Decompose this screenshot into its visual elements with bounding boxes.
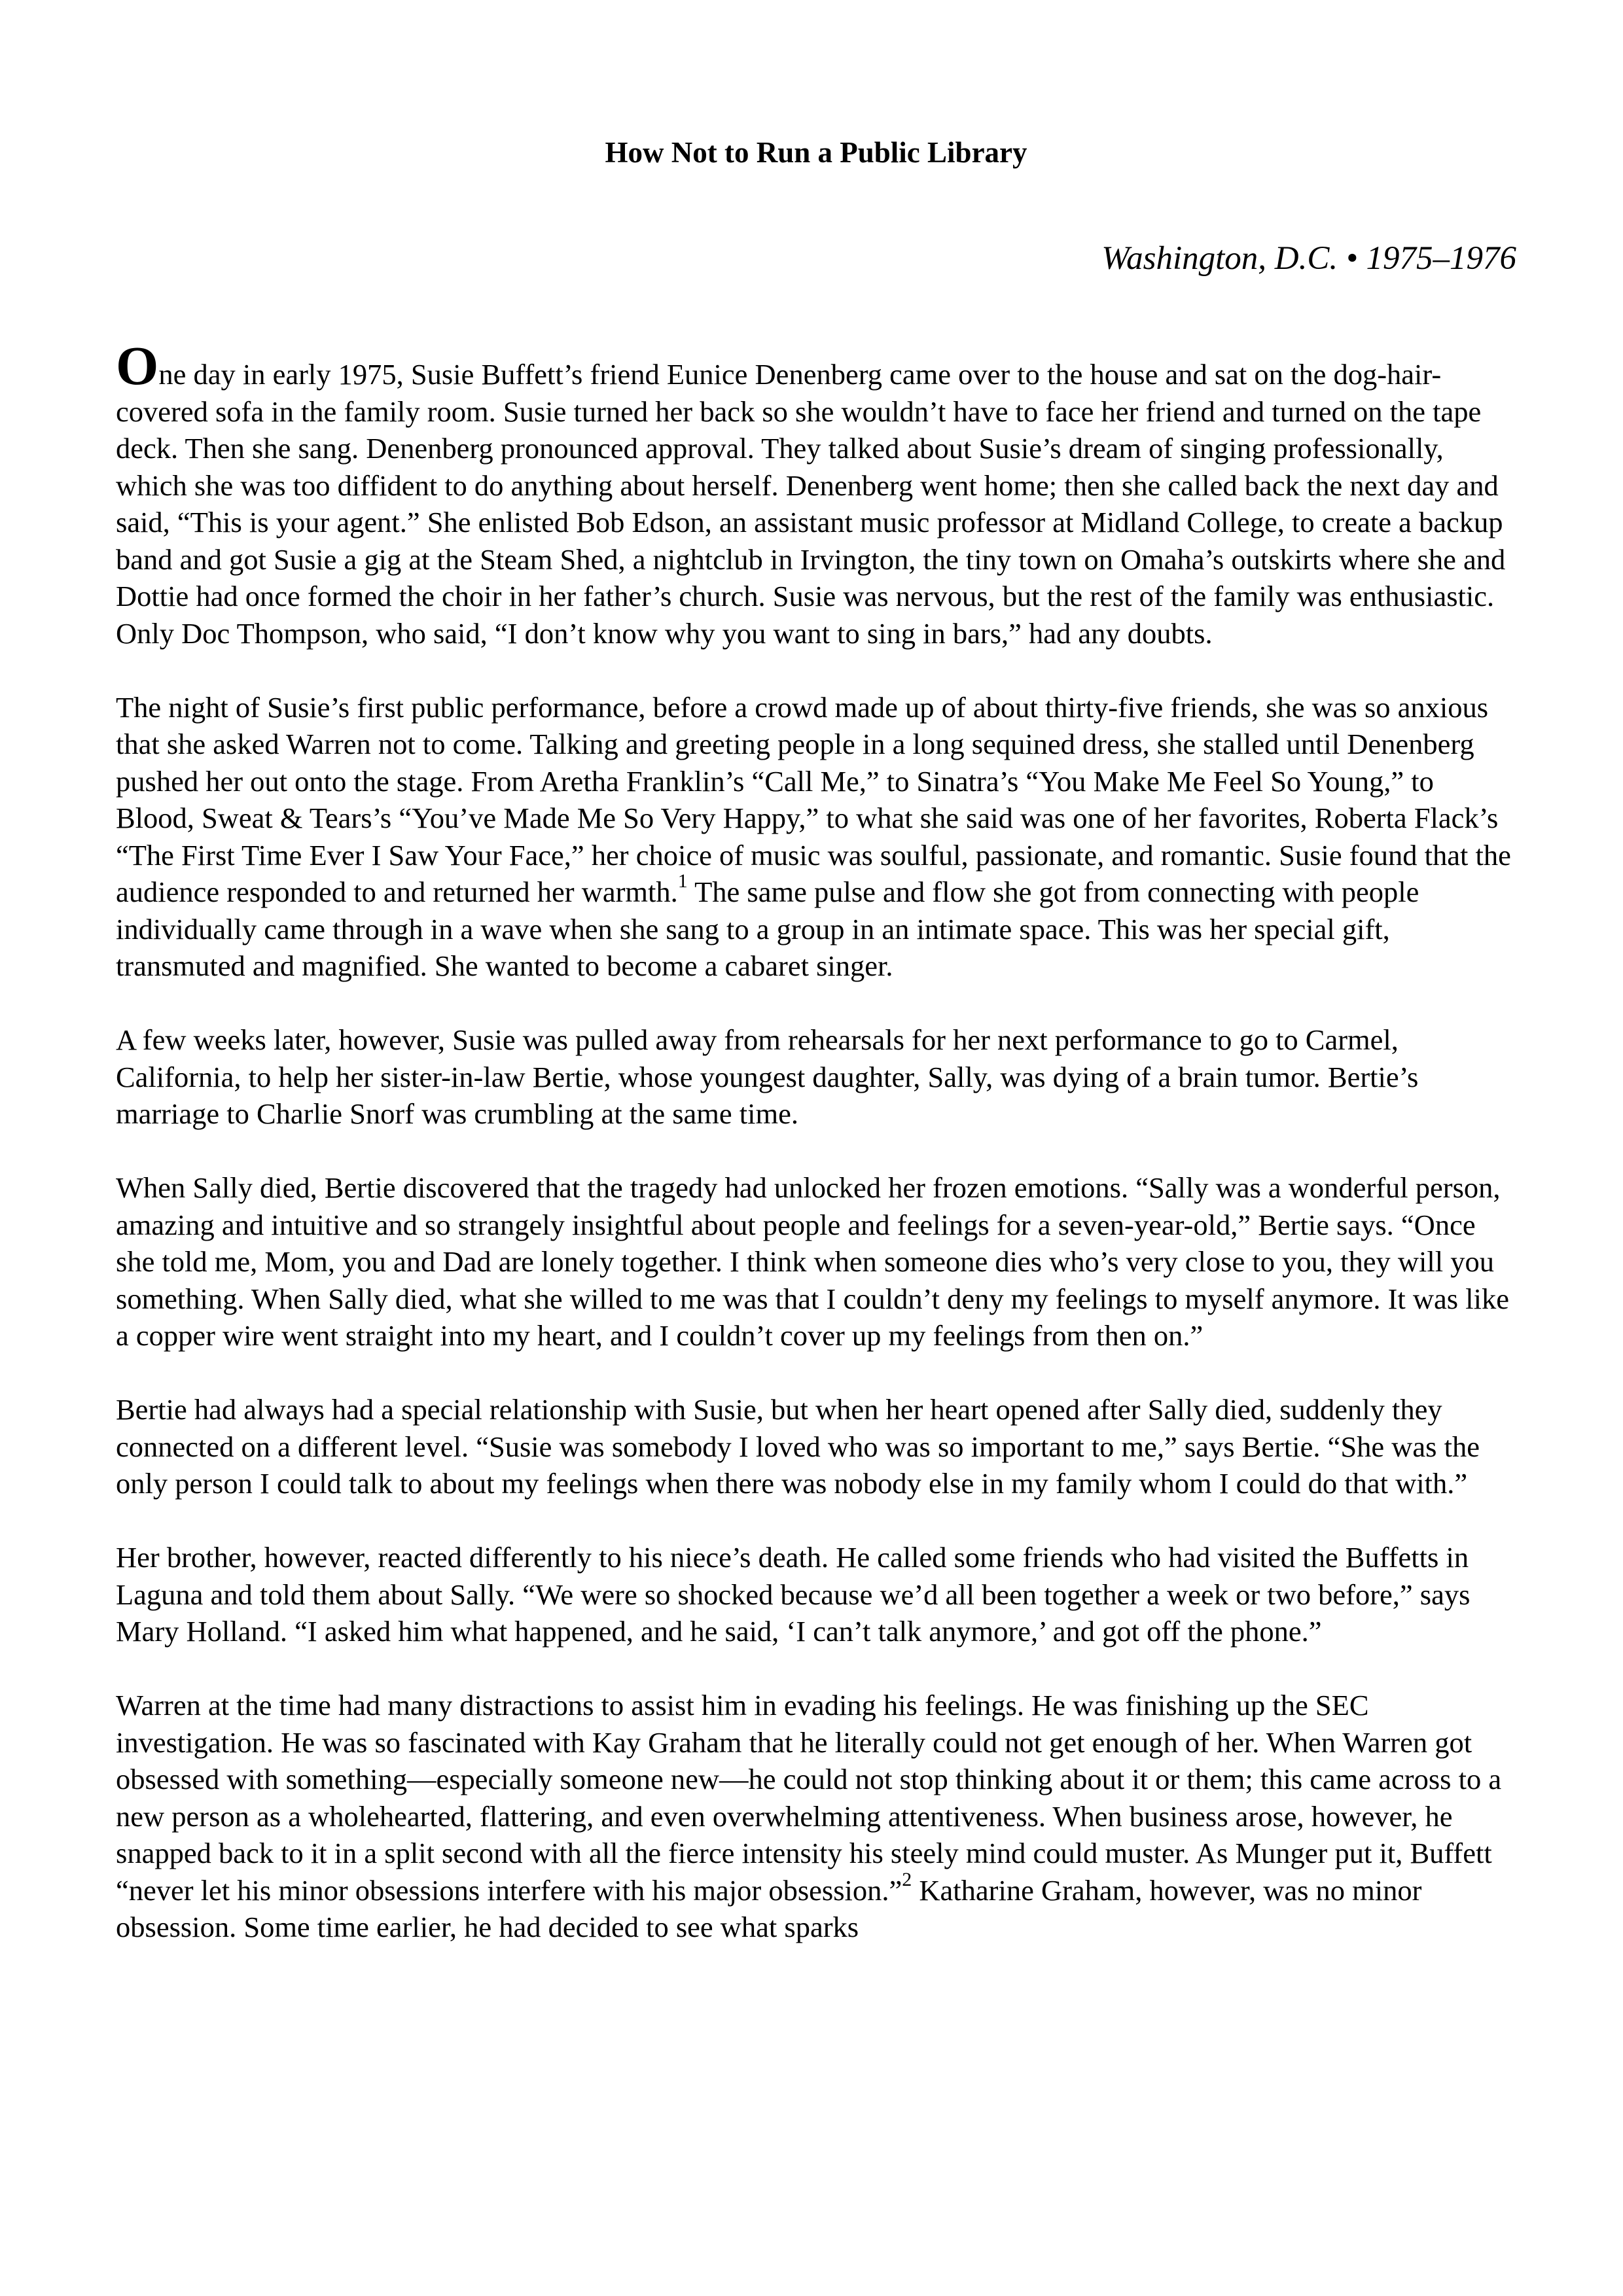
paragraph-7-text-b: Katharine Graham, however, was no minor obsession. Some time earlier, he had decided to see what sparks [116, 1873, 1422, 1943]
paragraph-5: Bertie had always had a special relationship with Susie, but when her heart opened after Sally died, suddenly they connected on a different level. “Susie was somebody I loved who was so important to me,” says Bertie. “She was the only person I could talk to about my feelings when there was nobody else in my family whom I could do that with.” [116, 1393, 1480, 1500]
paragraph-7-text-a: Warren at the time had many distractions to assist him in evading his feelings. He was finishing up the SEC investigation. He was so fascinated with Kay Graham that he literally could not get enough of her. When Warren got obsessed with something—especially someone new—he could not stop thinking about it or them; this came across to a new person as a wholehearted, flattering, and even overwhelming attentiveness. When business arose, however, he snapped back to it in a split second with all the fierce intensity his steely mind could muster. As Munger put it, Buffett “never let his minor obsessions interfere with his major obsession.” [116, 1689, 1502, 1907]
footnote-marker-2[interactable]: 2 [902, 1868, 912, 1890]
footnote-marker-1[interactable]: 1 [677, 870, 688, 892]
paragraph-2-text-a: The night of Susie’s first public performance, before a crowd made up of about thirty-five friends, she was so anxious that she asked Warren not to come. Talking and greeting people in a long sequined dress, she stalled until Denenberg pushed her out onto the stage. From Aretha Franklin’s “Call Me,” to Sinatra’s “You Make Me Feel So Young,” to Blood, Sweat & Tears’s “You’ve Made Me So Very Happy,” to what she said was one of her favorites, Roberta Flack’s “The First Time Ever I Saw Your Face,” her choice of music was soulful, passionate, and romantic. Susie found that the audience responded to and returned her warmth. [116, 690, 1511, 908]
chapter-dateline: Washington, D.C. • 1975–1976 [1101, 240, 1516, 277]
paragraph-1-text: ne day in early 1975, Susie Buffett’s friend Eunice Denenberg came over to the house and sat on the dog-hair-covered sofa in the family room. Susie turned her back so she wouldn’t have to face her friend and turned on the tape deck. Then she sang. Denenberg pronounced approval. They talked about Susie’s dream of singing professionally, which she was too diffident to do anything about herself. Denenberg went home; then she called back the next day and said, “This is your agent.” She enlisted Bob Edson, an assistant music professor at Midland College, to create a backup band and got Susie a gig at the Steam Shed, a nightclub in Irvington, the tiny town on Omaha’s outskirts where she and Dottie had once formed the choir in her father’s church. Susie was nervous, but the rest of the family was enthusiastic. Only Doc Thompson, who said, “I don’t know why you want to sing in bars,” had any doubts. [116, 358, 1506, 650]
paragraph-7 [116, 1687, 1516, 1946]
paragraph-4: When Sally died, Bertie discovered that the tragedy had unlocked her frozen emotions. “Sally was a wonderful person, amazing and intuitive and so strangely insightful about people and feelings for a seven-year-old,” Bertie says. “Once she told me, Mom, you and Dad are lonely together. I think when someone dies who’s very close to you, they will you something. When Sally died, what she willed to me was that I couldn’t deny my feelings to myself anymore. It was like a copper wire went straight into my heart, and I couldn’t cover up my feelings from then on.” [116, 1171, 1509, 1352]
drop-cap: O [116, 336, 159, 397]
chapter-title: How Not to Run a Public Library [605, 136, 1027, 169]
paragraph-2 [116, 689, 1516, 985]
paragraph-2-text-b: The same pulse and flow she got from connecting with people individually came through in a wave when she sang to a group in an intimate space. This was her special gift, transmuted and magnified. She wanted to become a cabaret singer. [116, 875, 1419, 982]
paragraph-1 [116, 336, 1516, 652]
paragraph-3: A few weeks later, however, Susie was pulled away from rehearsals for her next performance to go to Carmel, California, to help her sister-in-law Bertie, whose youngest daughter, Sally, was dying of a brain tumor. Bertie’s marriage to Charlie Snorf was crumbling at the same time. [116, 1023, 1419, 1130]
paragraph-6: Her brother, however, reacted differently to his niece’s death. He called some friends who had visited the Buffetts in Laguna and told them about Sally. “We were so shocked because we’d all been together a week or two before,” says Mary Holland. “I asked him what happened, and he said, ‘I can’t talk anymore,’ and got off the phone.” [116, 1541, 1471, 1648]
chapter-body [116, 336, 1516, 1983]
